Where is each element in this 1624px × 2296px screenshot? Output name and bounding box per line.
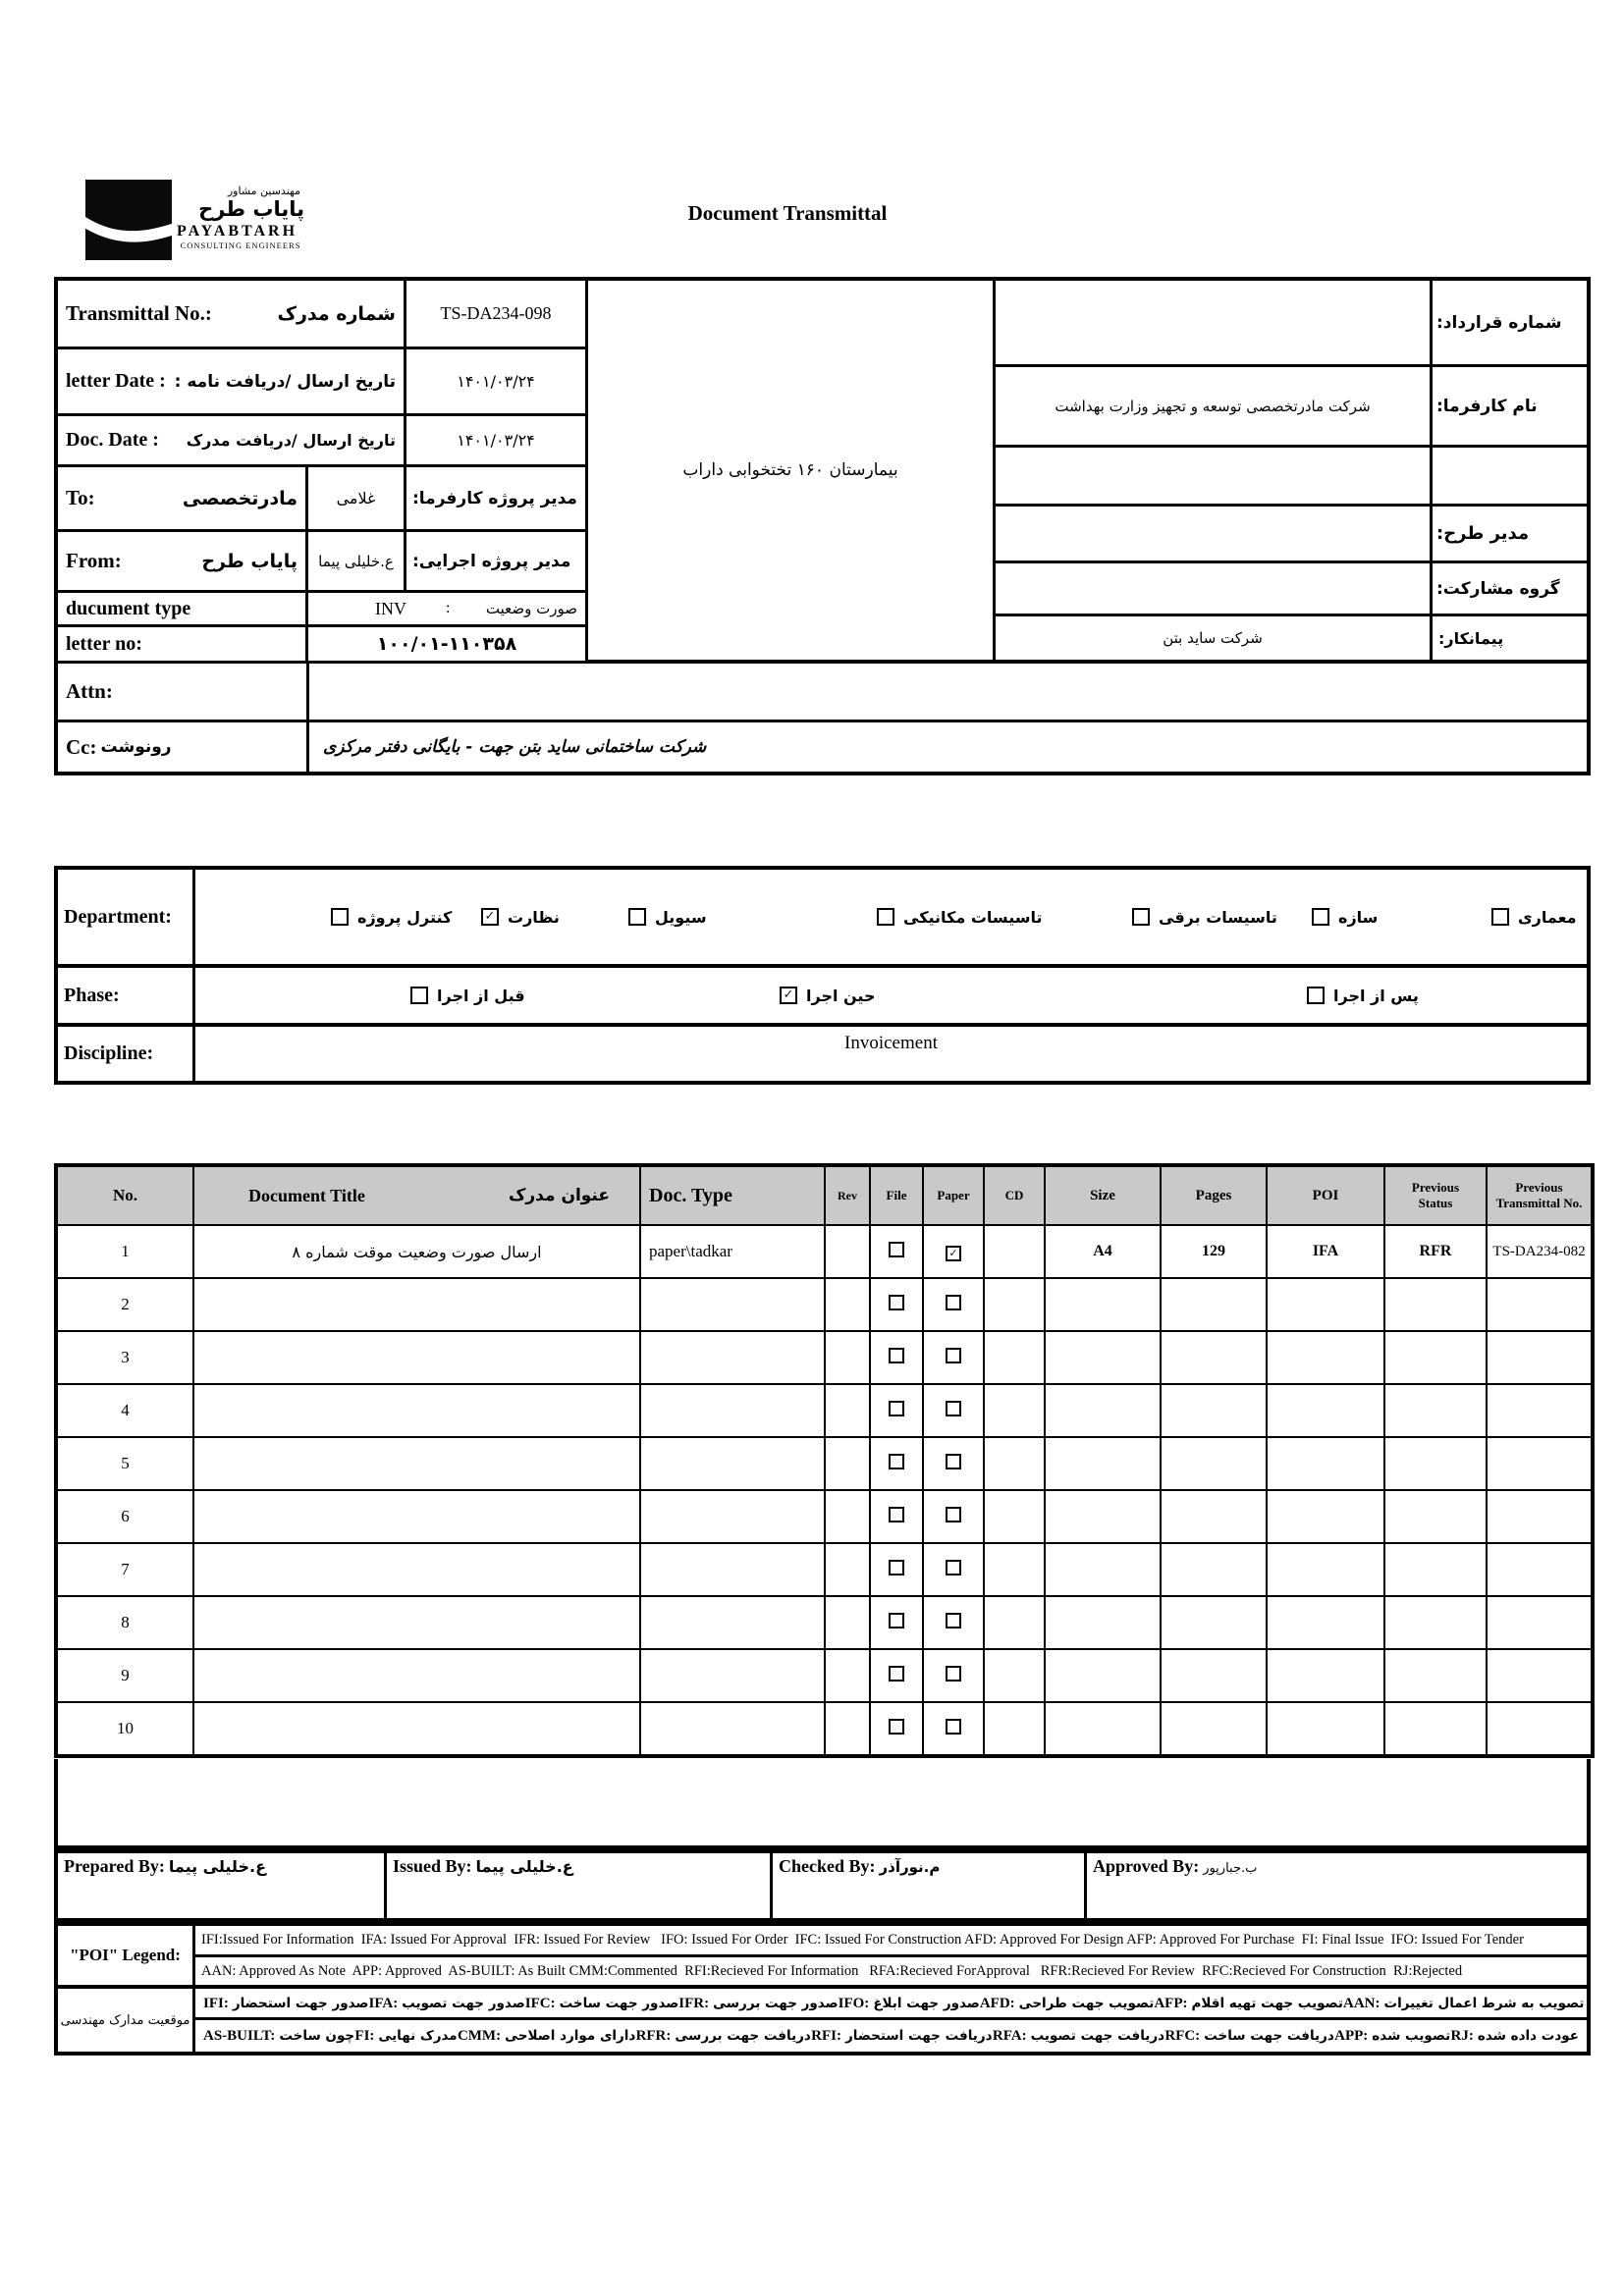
doc-status-row2	[195, 2020, 1587, 2052]
legend-item: IFC: صدور جهت ساخت	[524, 1995, 679, 2011]
legend-item: IFR: صدور جهت بررسی	[678, 1995, 839, 2011]
approved-by-label: Approved By:	[1093, 1856, 1200, 1876]
row-paper	[923, 1702, 984, 1756]
contract-no-label: شماره قرارداد:	[1433, 281, 1587, 367]
checkbox[interactable]	[1307, 987, 1325, 1004]
row-size	[1045, 1649, 1161, 1702]
poi-legend-row2: AAN: Approved As Note APP: Approved AS-BUILT: As Built CMM:Commented RFI:Recieved For Information RFA:Recieved ForApproval RFR:Recieved For Review RFC:Recieved For Construction RJ:Rejected	[195, 1957, 1587, 1989]
legend-item: AFP: تصویب جهت تهیه اقلام	[1154, 1995, 1344, 2011]
row-size	[1045, 1384, 1161, 1437]
department-option-mechanical	[877, 870, 1042, 964]
table-row	[56, 1543, 1593, 1596]
col-header-cd: CD	[984, 1165, 1045, 1225]
row-paper	[923, 1649, 984, 1702]
legend-item: APP: تصویب شده	[1334, 2028, 1451, 2044]
col-header-doctype: Doc. Type	[640, 1165, 825, 1225]
row-paper	[923, 1437, 984, 1490]
cc-label-cell	[58, 722, 309, 772]
transmittal-no-label-fa: شماره مدرک	[277, 302, 396, 325]
row-paper	[923, 1596, 984, 1649]
row-doctype	[640, 1437, 825, 1490]
doc-type-fa: صورت وضعیت	[485, 600, 577, 617]
department-option-label: سازه	[1338, 907, 1379, 927]
file-checkbox[interactable]	[889, 1560, 904, 1575]
legend-item: AS-BUILT: چون ساخت	[203, 2028, 355, 2044]
company-logo-icon	[85, 180, 172, 260]
legend-item: RFI: دریافت جهت استحضار	[811, 2028, 993, 2044]
col-header-rev: Rev	[825, 1165, 870, 1225]
legend-item: AFD: تصویب جهت طراحی	[979, 1995, 1155, 2011]
table-row	[56, 1225, 1593, 1278]
approved-by-cell	[1087, 1853, 1587, 1918]
row-title	[193, 1649, 640, 1702]
checkbox[interactable]	[1132, 908, 1150, 926]
table-row	[56, 1649, 1593, 1702]
checked-by-label: Checked By:	[779, 1856, 876, 1876]
row-pages	[1161, 1278, 1267, 1331]
checkbox[interactable]	[331, 908, 349, 926]
department-option-electrical	[1132, 870, 1277, 964]
row-cd	[984, 1437, 1045, 1490]
page-title: Document Transmittal	[687, 200, 888, 225]
row-doctype	[640, 1278, 825, 1331]
cc-value: شرکت ساختمانی ساید بتن جهت - بایگانی دفتر مرکزی	[323, 737, 707, 757]
col-header-prev-status: Previous Status	[1384, 1165, 1487, 1225]
row-title	[193, 1596, 640, 1649]
row-doctype	[640, 1384, 825, 1437]
phase-label: Phase:	[58, 968, 195, 1027]
legend-item: CMM: دارای موارد اصلاحی	[457, 2028, 636, 2044]
row-paper	[923, 1331, 984, 1384]
row-prev-transmittal	[1487, 1384, 1593, 1437]
row-file	[870, 1331, 923, 1384]
cc-label-fa: رونوشت	[100, 737, 172, 757]
doc-date-label-en: Doc. Date :	[66, 429, 159, 451]
department-option-structure	[1312, 870, 1378, 964]
row-file	[870, 1278, 923, 1331]
row-rev	[825, 1331, 870, 1384]
doc-type-value: INV	[375, 598, 406, 618]
prepared-by-name: ع.خلیلی پیما	[168, 1857, 266, 1876]
to-label: To:	[66, 486, 95, 509]
file-checkbox[interactable]	[889, 1719, 904, 1735]
row-prev-transmittal: TS-DA234-082	[1487, 1225, 1593, 1278]
design-manager-label: مدیر طرح:	[1433, 507, 1587, 563]
row-cd	[984, 1225, 1045, 1278]
row-pages	[1161, 1702, 1267, 1756]
attn-label: Attn:	[58, 664, 309, 722]
table-row	[56, 1437, 1593, 1490]
row-file	[870, 1543, 923, 1596]
document-list-table	[54, 1163, 1595, 1758]
row-size	[1045, 1490, 1161, 1543]
checkbox-checked[interactable]: ✓	[481, 908, 499, 926]
row-title	[193, 1437, 640, 1490]
file-checkbox[interactable]	[889, 1507, 904, 1522]
row-cd	[984, 1596, 1045, 1649]
paper-checkbox[interactable]	[946, 1295, 961, 1310]
row-no: 6	[56, 1490, 193, 1543]
paper-checkbox[interactable]	[946, 1666, 961, 1682]
row-paper	[923, 1278, 984, 1331]
poi-legend-label: "POI" Legend:	[58, 1926, 195, 1989]
col-header-no: No.	[56, 1165, 193, 1225]
issued-by-cell	[387, 1853, 773, 1918]
row-rev	[825, 1649, 870, 1702]
row-no: 2	[56, 1278, 193, 1331]
poi-legend-row1: IFI:Issued For Information IFA: Issued For Approval IFR: Issued For Review IFO: Issued For Order IFC: Issued For Construction AFD: Approved For Design AFP: Approved For Purchase FI: Final Issue IFO: Issued For Tender	[195, 1926, 1587, 1957]
row-file	[870, 1596, 923, 1649]
row-size	[1045, 1437, 1161, 1490]
legend-item: IFO: صدور جهت ابلاغ	[838, 1995, 980, 2011]
paper-checkbox[interactable]	[946, 1454, 961, 1469]
row-title	[193, 1384, 640, 1437]
paper-checkbox[interactable]	[946, 1348, 961, 1363]
row-rev	[825, 1437, 870, 1490]
row-paper	[923, 1490, 984, 1543]
transmittal-no-label-en: Transmittal No.:	[66, 301, 212, 325]
row-doctype	[640, 1490, 825, 1543]
col-header-prev-transmittal: Previous Transmittal No.	[1487, 1165, 1593, 1225]
approved-by-name: ب.جبارپور	[1203, 1861, 1258, 1876]
row-cd	[984, 1384, 1045, 1437]
row-title	[193, 1331, 640, 1384]
row-size	[1045, 1543, 1161, 1596]
row-poi: IFA	[1267, 1225, 1384, 1278]
row-poi	[1267, 1278, 1384, 1331]
paper-checkbox-checked[interactable]: ✓	[946, 1246, 961, 1261]
file-checkbox[interactable]	[889, 1401, 904, 1416]
checkbox[interactable]	[410, 987, 428, 1004]
discipline-value: Invoicement	[844, 1033, 938, 1053]
row-rev	[825, 1225, 870, 1278]
row-pages	[1161, 1490, 1267, 1543]
row-no: 9	[56, 1649, 193, 1702]
legend-item: RFA: دریافت جهت تصویب	[992, 2028, 1165, 2044]
phase-option-before	[410, 968, 525, 1023]
department-option-label: معماری	[1518, 907, 1577, 927]
partnership-value	[996, 563, 1433, 616]
signature-row	[54, 1849, 1591, 1922]
row-prev-status	[1384, 1384, 1487, 1437]
department-option-label: نظارت	[508, 907, 560, 927]
department-option-architecture	[1491, 870, 1577, 964]
row-file	[870, 1384, 923, 1437]
doc-type-label: ducument type	[58, 593, 308, 627]
phase-option-label: پس از اجرا	[1333, 986, 1419, 1005]
department-option-civil	[628, 870, 707, 964]
letter-date-label-en: letter Date :	[66, 370, 166, 392]
doc-date-label-fa: تاریخ ارسال /دریافت مدرک	[186, 431, 396, 450]
phase-option-label: قبل از اجرا	[437, 986, 525, 1005]
row-no: 5	[56, 1437, 193, 1490]
row-prev-status	[1384, 1331, 1487, 1384]
to-person: غلامی	[308, 467, 406, 532]
remarks-empty-area	[54, 1759, 1591, 1849]
department-option-label: کنترل پروژه	[357, 907, 453, 927]
paper-checkbox[interactable]	[946, 1613, 961, 1629]
row-rev	[825, 1596, 870, 1649]
row-size	[1045, 1702, 1161, 1756]
row-prev-transmittal	[1487, 1490, 1593, 1543]
row-prev-transmittal	[1487, 1543, 1593, 1596]
doc-type-cell	[308, 593, 588, 627]
table-row	[56, 1331, 1593, 1384]
department-table	[54, 866, 1591, 1085]
to-role-label: مدیر پروژه کارفرما:	[406, 467, 588, 532]
row-poi	[1267, 1702, 1384, 1756]
row-no: 10	[56, 1702, 193, 1756]
row-file	[870, 1437, 923, 1490]
doc-date-value: ۱۴۰۱/۰۳/۲۴	[406, 416, 588, 467]
checkbox[interactable]	[1312, 908, 1329, 926]
legend-item: RFR: دریافت جهت بررسی	[635, 2028, 811, 2044]
client-name-label: نام کارفرما:	[1433, 367, 1587, 448]
to-value: مادرتخصصی	[182, 487, 298, 509]
row-title	[193, 1702, 640, 1756]
prepared-by-label: Prepared By:	[64, 1856, 165, 1876]
row-pages	[1161, 1384, 1267, 1437]
row-poi	[1267, 1384, 1384, 1437]
col-header-pages: Pages	[1161, 1165, 1267, 1225]
department-option-control	[331, 870, 452, 964]
transmittal-no-label-cell	[58, 281, 406, 349]
transmittal-info-table	[54, 277, 1591, 775]
row-size: A4	[1045, 1225, 1161, 1278]
row-poi	[1267, 1437, 1384, 1490]
row-size	[1045, 1596, 1161, 1649]
row-poi	[1267, 1490, 1384, 1543]
paper-checkbox[interactable]	[946, 1401, 961, 1416]
row-doctype	[640, 1649, 825, 1702]
row-pages: 129	[1161, 1225, 1267, 1278]
row-prev-status	[1384, 1278, 1487, 1331]
legend-item: IFI: صدور جهت استحضار	[203, 1995, 369, 2011]
row-prev-transmittal	[1487, 1649, 1593, 1702]
empty-value-cell	[996, 448, 1433, 507]
transmittal-no-value: TS-DA234-098	[406, 281, 588, 349]
row-prev-status	[1384, 1702, 1487, 1756]
discipline-label: Discipline:	[58, 1027, 195, 1081]
doc-status-row1	[195, 1989, 1587, 2020]
doc-status-label: موقعیت مدارک مهندسی	[58, 1989, 195, 2052]
row-rev	[825, 1543, 870, 1596]
row-poi	[1267, 1596, 1384, 1649]
department-option-supervision	[481, 870, 560, 964]
department-label: Department:	[58, 870, 195, 968]
phase-option-label: حین اجرا	[806, 986, 876, 1005]
doc-date-label-cell	[58, 416, 406, 467]
row-file	[870, 1225, 923, 1278]
checkbox[interactable]	[1491, 908, 1509, 926]
logo-fa-name: پایاب طرح	[198, 197, 304, 221]
from-role-label: مدیر پروژه اجرایی:	[406, 532, 588, 593]
to-cell	[58, 467, 308, 532]
row-prev-transmittal	[1487, 1437, 1593, 1490]
letter-date-value: ۱۴۰۱/۰۳/۲۴	[406, 349, 588, 416]
row-paper	[923, 1543, 984, 1596]
row-file	[870, 1649, 923, 1702]
phase-option-after	[1307, 968, 1419, 1023]
col-header-poi: POI	[1267, 1165, 1384, 1225]
cc-label-en: Cc:	[66, 734, 97, 759]
phase-option-during	[780, 968, 875, 1023]
department-options	[195, 870, 1587, 968]
row-title	[193, 1490, 640, 1543]
from-cell	[58, 532, 308, 593]
checked-by-cell	[773, 1853, 1087, 1918]
row-doctype	[640, 1331, 825, 1384]
row-prev-transmittal	[1487, 1331, 1593, 1384]
col-header-title-fa: عنوان مدرک	[508, 1186, 610, 1205]
row-doctype: paper\tadkar	[640, 1225, 825, 1278]
issued-by-name: ع.خلیلی پیما	[475, 1857, 573, 1876]
row-prev-status	[1384, 1596, 1487, 1649]
col-header-title-en: Document Title	[248, 1185, 365, 1205]
paper-checkbox[interactable]	[946, 1719, 961, 1735]
contract-no-value	[996, 281, 1433, 367]
table-row	[56, 1596, 1593, 1649]
row-rev	[825, 1278, 870, 1331]
checked-by-name: م.نورآذر	[879, 1858, 941, 1876]
row-size	[1045, 1278, 1161, 1331]
row-no: 8	[56, 1596, 193, 1649]
row-cd	[984, 1331, 1045, 1384]
row-doctype	[640, 1596, 825, 1649]
col-header-title	[193, 1165, 640, 1225]
checkbox[interactable]	[628, 908, 646, 926]
legend-item: RJ: عودت داده شده	[1450, 2028, 1579, 2044]
file-checkbox[interactable]	[889, 1242, 904, 1257]
row-title: ارسال صورت وضعیت موقت شماره ۸	[193, 1225, 640, 1278]
row-prev-status	[1384, 1543, 1487, 1596]
file-checkbox[interactable]	[889, 1348, 904, 1363]
paper-checkbox[interactable]	[946, 1560, 961, 1575]
row-paper	[923, 1225, 984, 1278]
row-cd	[984, 1490, 1045, 1543]
row-prev-transmittal	[1487, 1702, 1593, 1756]
table-row	[56, 1384, 1593, 1437]
table-row	[56, 1702, 1593, 1756]
project-name-cell: بیمارستان ۱۶۰ تختخوابی داراب	[588, 281, 996, 664]
row-no: 4	[56, 1384, 193, 1437]
department-option-label: سیویل	[655, 907, 707, 927]
doc-type-colon: :	[446, 600, 451, 616]
poi-legend	[54, 1922, 1591, 2056]
row-rev	[825, 1702, 870, 1756]
row-pages	[1161, 1543, 1267, 1596]
legend-item: FI: مدرک نهایی	[354, 2028, 458, 2044]
row-prev-status: RFR	[1384, 1225, 1487, 1278]
row-no: 7	[56, 1543, 193, 1596]
department-option-label: تاسیسات مکانیکی	[903, 907, 1043, 927]
letter-date-label-fa: تاریخ ارسال /دریافت نامه :	[174, 371, 396, 392]
col-header-size: Size	[1045, 1165, 1161, 1225]
row-rev	[825, 1490, 870, 1543]
row-rev	[825, 1384, 870, 1437]
letter-no-value: ۱۰۰/۰۱-۱۱۰۳۵۸	[308, 627, 588, 664]
design-manager-value	[996, 507, 1433, 563]
checkbox[interactable]	[877, 908, 894, 926]
paper-checkbox[interactable]	[946, 1507, 961, 1522]
contractor-value: شرکت ساید بتن	[996, 616, 1433, 664]
row-doctype	[640, 1543, 825, 1596]
row-cd	[984, 1649, 1045, 1702]
file-checkbox[interactable]	[889, 1613, 904, 1629]
row-pages	[1161, 1649, 1267, 1702]
table-row	[56, 1278, 1593, 1331]
attn-value	[309, 664, 1587, 722]
from-label: From:	[66, 549, 122, 572]
row-prev-status	[1384, 1649, 1487, 1702]
row-cd	[984, 1278, 1045, 1331]
legend-item: IFA: صدور جهت تصویب	[368, 1995, 525, 2011]
row-title	[193, 1543, 640, 1596]
logo-text-block	[177, 185, 304, 250]
row-poi	[1267, 1543, 1384, 1596]
row-no: 3	[56, 1331, 193, 1384]
row-prev-transmittal	[1487, 1596, 1593, 1649]
row-file	[870, 1702, 923, 1756]
row-size	[1045, 1331, 1161, 1384]
from-person: ع.خلیلی پیما	[308, 532, 406, 593]
letter-no-label: letter no:	[58, 627, 308, 664]
logo-en-tagline: CONSULTING ENGINEERS	[180, 240, 301, 250]
checkbox-checked[interactable]: ✓	[780, 987, 797, 1004]
row-title	[193, 1278, 640, 1331]
row-prev-status	[1384, 1437, 1487, 1490]
row-prev-status	[1384, 1490, 1487, 1543]
row-pages	[1161, 1437, 1267, 1490]
row-cd	[984, 1543, 1045, 1596]
row-poi	[1267, 1331, 1384, 1384]
contractor-label: پیمانکار:	[1433, 616, 1587, 664]
phase-options	[195, 968, 1587, 1027]
table-row	[56, 1490, 1593, 1543]
department-option-label: تاسیسات برقی	[1159, 907, 1277, 927]
col-header-file: File	[870, 1165, 923, 1225]
logo-fa-tagline: مهندسین مشاور	[227, 185, 300, 197]
from-value: پایاب طرح	[201, 550, 298, 572]
col-header-paper: Paper	[923, 1165, 984, 1225]
row-pages	[1161, 1596, 1267, 1649]
legend-item: AAN: تصویب به شرط اعمال تغییرات	[1343, 1995, 1585, 2011]
legend-item: RFC: دریافت جهت ساخت	[1164, 2028, 1334, 2044]
table-header-row	[56, 1165, 1593, 1225]
row-file	[870, 1490, 923, 1543]
file-checkbox[interactable]	[889, 1295, 904, 1310]
row-doctype	[640, 1702, 825, 1756]
file-checkbox[interactable]	[889, 1454, 904, 1469]
prepared-by-cell	[58, 1853, 387, 1918]
partnership-label: گروه مشارکت:	[1433, 563, 1587, 616]
row-cd	[984, 1702, 1045, 1756]
row-pages	[1161, 1331, 1267, 1384]
row-poi	[1267, 1649, 1384, 1702]
file-checkbox[interactable]	[889, 1666, 904, 1682]
client-name-value: شرکت مادرتخصصی توسعه و تجهیز وزارت بهداشت	[996, 367, 1433, 448]
logo-en-name: PAYABTARH	[177, 223, 298, 240]
row-prev-transmittal	[1487, 1278, 1593, 1331]
letter-date-label-cell	[58, 349, 406, 416]
empty-label-cell	[1433, 448, 1587, 507]
issued-by-label: Issued By:	[393, 1856, 472, 1876]
row-paper	[923, 1384, 984, 1437]
row-no: 1	[56, 1225, 193, 1278]
